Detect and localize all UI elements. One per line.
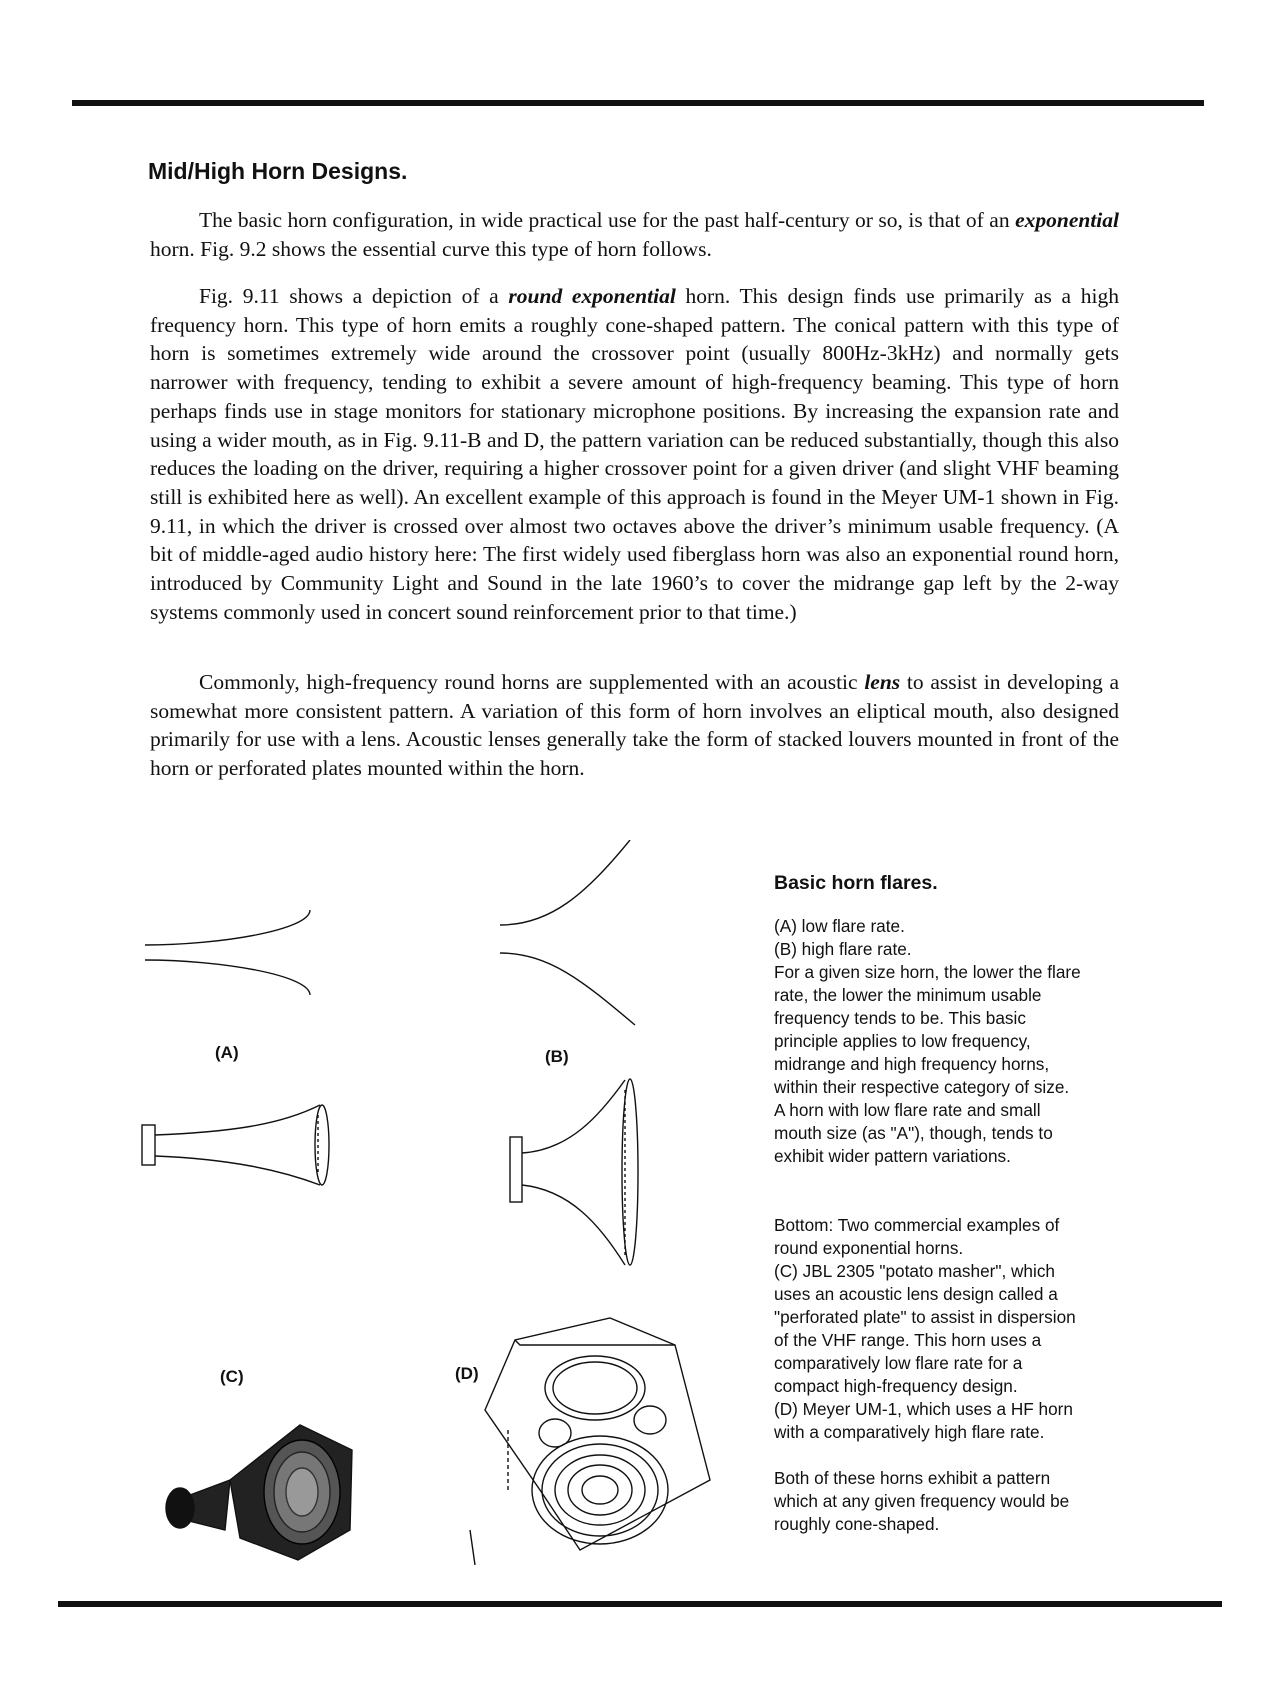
caption-line: A horn with low flare rate and small <box>774 1100 1041 1120</box>
caption-line: with a comparatively high flare rate. <box>774 1422 1045 1442</box>
low-flare-profile-a <box>145 910 310 995</box>
page-heading: Mid/High Horn Designs. <box>148 158 408 184</box>
paragraph-3-text-b: to assist in developing a somewhat more consistent pattern. A variation of this form of horn involves an eliptical mouth, also designed primarily for use with a lens. Acoustic lenses generally take the form of stacked louvers mounted in front of the horn or perforated plates mounted within the horn. <box>150 670 1120 781</box>
horn-figure <box>130 840 770 1570</box>
meyer-um1-image-d <box>470 1318 710 1565</box>
caption-line: mouth size (as "A"), though, tends to <box>774 1123 1053 1143</box>
horn-figure-drawing <box>130 840 770 1570</box>
figure-label-b: (B) <box>545 1047 569 1066</box>
caption-line: Bottom: Two commercial examples of <box>774 1215 1060 1235</box>
caption-line: comparatively low flare rate for a <box>774 1353 1023 1373</box>
caption-line: roughly cone-shaped. <box>774 1514 940 1534</box>
caption-line: "perforated plate" to assist in dispersion <box>774 1307 1076 1327</box>
body-paragraph-2 <box>150 282 1119 640</box>
paragraph-1-emphasis: exponential <box>1015 208 1119 232</box>
body-paragraph-1 <box>150 206 1119 277</box>
figure-label-d: (D) <box>455 1364 479 1383</box>
high-flare-profile-b <box>500 840 635 1025</box>
caption-line: rate, the lower the minimum usable <box>774 985 1042 1005</box>
caption-title: Basic horn flares. <box>774 872 938 894</box>
caption-line: (C) JBL 2305 "potato masher", which <box>774 1261 1055 1281</box>
caption-line: which at any given frequency would be <box>774 1491 1070 1511</box>
figure-caption <box>774 872 1124 1536</box>
caption-line: compact high-frequency design. <box>774 1376 1018 1396</box>
paragraph-1-text-b: horn. Fig. 9.2 shows the essential curve this type of horn follows. <box>150 236 712 261</box>
caption-line: (A) low flare rate. <box>774 916 905 936</box>
paragraph-1-text-a: The basic horn configuration, in wide practical use for the past half-century or so, is that of an <box>199 208 1016 232</box>
paragraph-2-emphasis: round exponential <box>508 284 676 308</box>
paragraph-3-emphasis: lens <box>864 670 901 694</box>
figure-label-c: (C) <box>220 1367 244 1386</box>
caption-line: (B) high flare rate. <box>774 939 912 959</box>
caption-line: midrange and high frequency horns, <box>774 1054 1050 1074</box>
caption-line: For a given size horn, the lower the flare <box>774 962 1081 982</box>
caption-line: principle applies to low frequency, <box>774 1031 1031 1051</box>
caption-line: within their respective category of size. <box>774 1077 1070 1097</box>
paragraph-2-text-a: Fig. 9.11 shows a depiction of a <box>199 284 509 308</box>
caption-block-3 <box>774 1467 1124 1536</box>
top-rule <box>72 100 1204 106</box>
caption-line: round exponential horns. <box>774 1238 964 1258</box>
caption-line: uses an acoustic lens design called a <box>774 1284 1058 1304</box>
body-paragraph-3 <box>150 668 1119 797</box>
figure-label-a: (A) <box>215 1043 239 1062</box>
caption-block-1 <box>774 915 1124 1168</box>
caption-line: exhibit wider pattern variations. <box>774 1146 1011 1166</box>
caption-line: of the VHF range. This horn uses a <box>774 1330 1042 1350</box>
caption-line: (D) Meyer UM-1, which uses a HF horn <box>774 1399 1073 1419</box>
horn-drawing-a <box>142 1105 329 1185</box>
caption-line: frequency tends to be. This basic <box>774 1008 1026 1028</box>
paragraph-2-text-b: horn. This design finds use primarily as a high frequency horn. This type of horn emits a roughly cone-shaped pattern. The conical pattern with this type of horn is sometimes extremely wide around the crossover point (usually 800Hz-3kHz) and normally gets narrower with frequency, tending to exhibit a severe amount of high-frequency beaming. This type of horn perhaps finds use in stage monitors for stationary microphone positions. By increasing the expansion rate and using a wider mouth, as in Fig. 9.11-B and D, the pattern variation can be reduced substantially, though this also reduces the loading on the driver, requiring a higher crossover point for a given driver (and slight VHF beaming still is exhibited here as well). An excellent example of this approach is found in the Meyer UM-1 shown in Fig. 9.11, in which the driver is crossed over almost two octaves above the driver’s minimum usable frequency. (A bit of middle-aged audio history here: The first widely used fiberglass horn was also an exponential round horn, introduced by Community Light and Sound in the late 1960’s to cover the midrange gap left by the 2-way systems commonly used in concert sound reinforcement prior to that time.) <box>150 284 1120 624</box>
horn-drawing-b <box>510 1079 638 1265</box>
bottom-rule <box>58 1601 1222 1607</box>
jbl-horn-image-c <box>166 1425 352 1560</box>
paragraph-3-text-a: Commonly, high-frequency round horns are supplemented with an acoustic <box>199 670 865 694</box>
caption-line: Both of these horns exhibit a pattern <box>774 1468 1051 1488</box>
caption-block-2 <box>774 1214 1124 1444</box>
